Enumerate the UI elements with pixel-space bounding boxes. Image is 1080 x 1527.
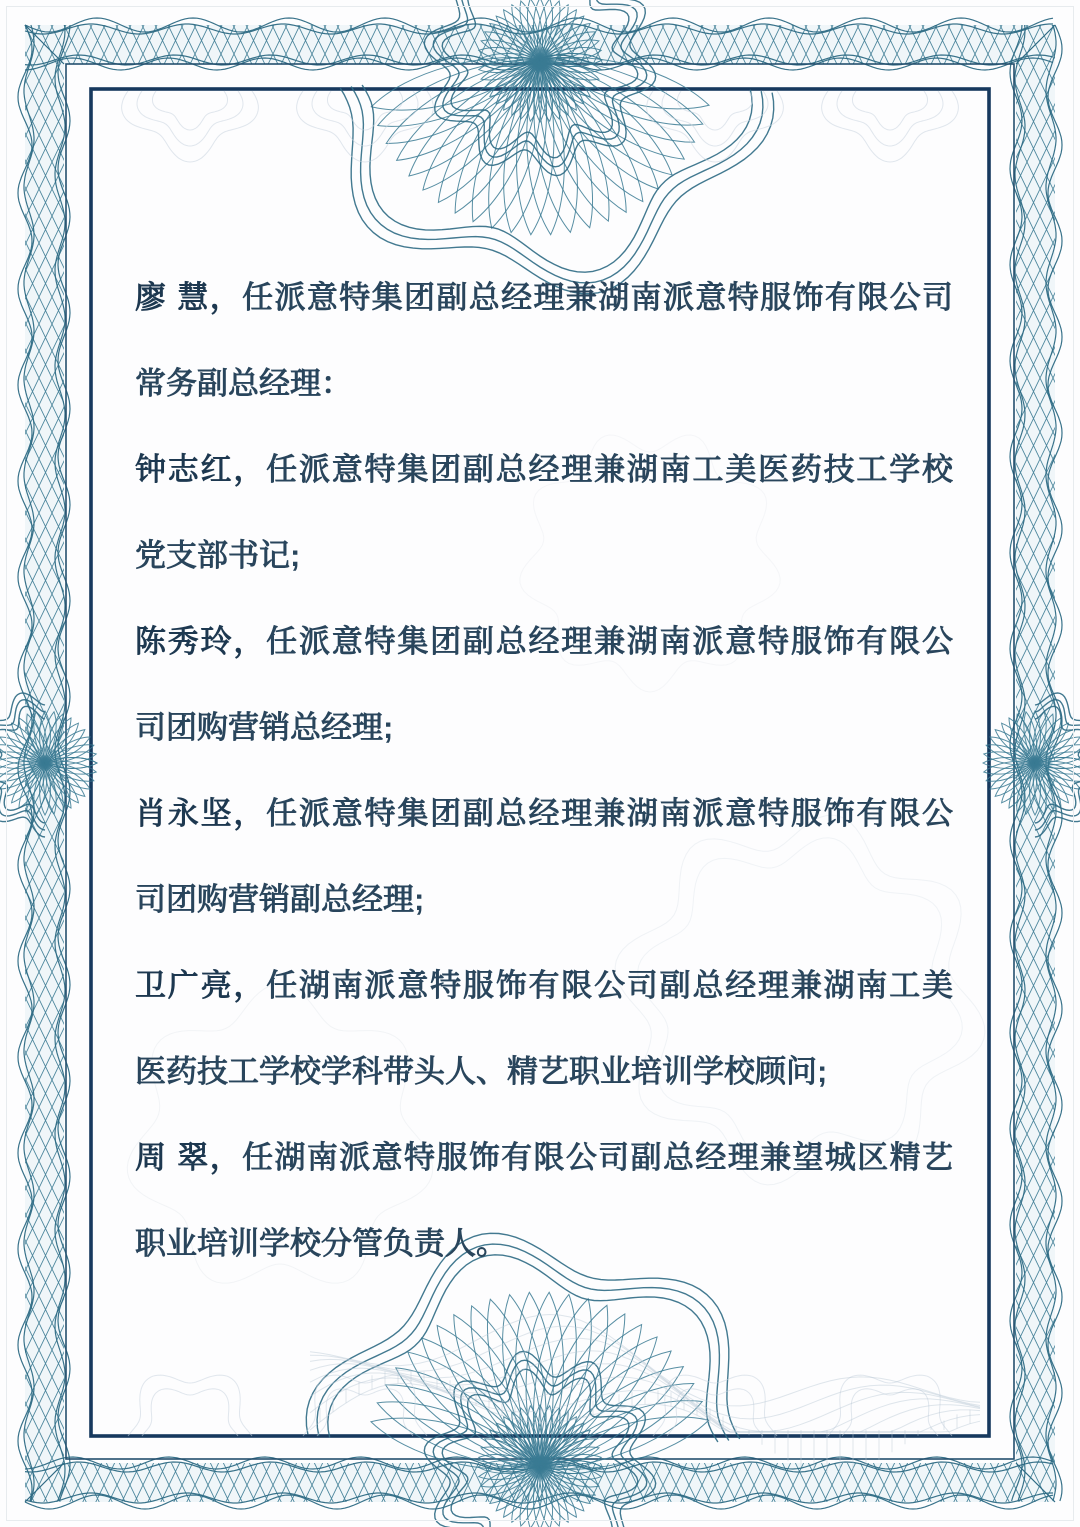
appointment-entry [135, 427, 953, 599]
appointment-text: 司团购营销总经理; [135, 710, 394, 745]
appointment-line-continuation [135, 857, 953, 943]
appointment-text: 任派意特集团副总经理兼湖南派意特服饰有限公 [266, 624, 954, 659]
person-name: 肖永坚， [135, 796, 267, 831]
appointment-text: 任湖南派意特服饰有限公司副总经理兼望城区精艺 [242, 1140, 953, 1175]
person-name: 陈秀玲， [135, 624, 267, 659]
appointment-text: 职业培训学校分管负责人。 [135, 1226, 507, 1261]
appointment-line-continuation [135, 1029, 953, 1115]
appointment-line [135, 1115, 953, 1201]
appointment-line [135, 599, 953, 685]
appointment-text: 任派意特集团副总经理兼湖南派意特服饰有限公司 [242, 280, 953, 315]
appointment-line-continuation [135, 685, 953, 771]
person-name: 钟志红， [135, 452, 267, 487]
appointment-line-continuation [135, 513, 953, 599]
person-name: 卫广亮， [135, 968, 267, 1003]
appointment-list [135, 255, 953, 1287]
appointment-line [135, 427, 953, 513]
appointment-entry [135, 943, 953, 1115]
appointment-text: 医药技工学校学科带头人、精艺职业培训学校顾问; [135, 1054, 828, 1089]
person-name: 周 翠， [135, 1140, 243, 1175]
appointment-entry [135, 599, 953, 771]
appointment-text: 党支部书记; [135, 538, 301, 573]
appointment-text: 常务副总经理： [135, 366, 352, 401]
appointment-line [135, 943, 953, 1029]
appointment-line [135, 255, 953, 341]
appointment-entry [135, 771, 953, 943]
appointment-line-continuation [135, 341, 953, 427]
appointment-text: 任派意特集团副总经理兼湖南工美医药技工学校 [266, 452, 954, 487]
appointment-line [135, 771, 953, 857]
appointment-entry [135, 255, 953, 427]
appointment-line-continuation [135, 1201, 953, 1287]
person-name: 廖 慧， [135, 280, 243, 315]
appointment-text: 任派意特集团副总经理兼湖南派意特服饰有限公 [266, 796, 954, 831]
appointment-text: 任湖南派意特服饰有限公司副总经理兼湖南工美 [266, 968, 954, 1003]
appointment-text: 司团购营销副总经理; [135, 882, 425, 917]
appointment-entry [135, 1115, 953, 1287]
